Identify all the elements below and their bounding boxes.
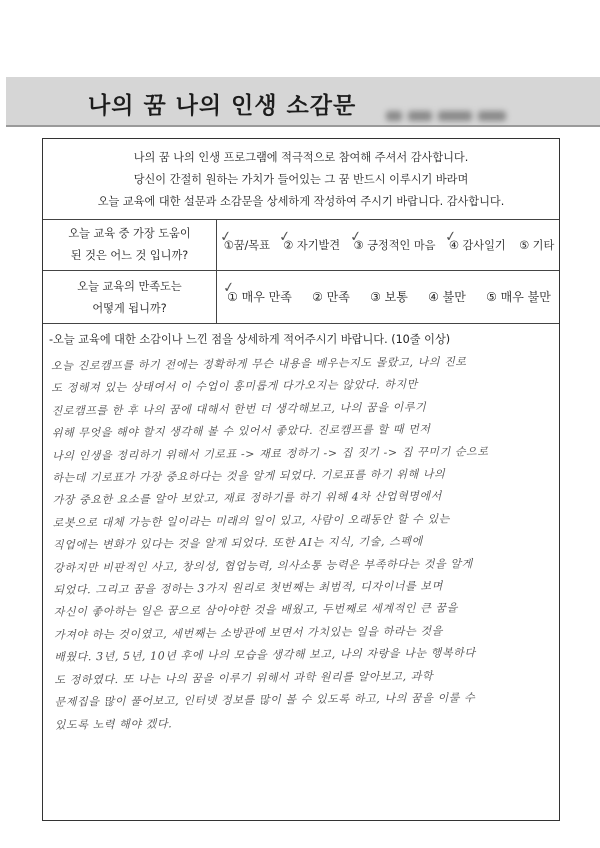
essay-line: 오늘 진로캠프를 하기 전에는 정확하게 무슨 내용을 배우는지도 몰랐고, 나의 진로 (51, 355, 467, 373)
essay-line: 자신이 좋아하는 일은 꿈으로 삼아야한 것을 배웠고, 두번째로 세계적인 큰 꿈을 (53, 601, 459, 620)
essay-line: 위해 무엇을 해야 할지 생각해 볼 수 있어서 좋았다. 진로캠프를 할 때 먼저 (51, 422, 431, 440)
option-label: ③ 긍정적인 마음 (353, 238, 436, 252)
essay-line: 도 정하였다. 또 나는 나의 꿈을 이루기 위해서 과학 원리를 알아보고, 과학 (54, 669, 434, 687)
option-neutral[interactable] (370, 288, 408, 305)
essay-line: 배웠다. 3년, 5년, 10년 후에 나의 모습을 생각해 보고, 나의 자랑을 나눈 행복하다 (54, 646, 476, 664)
checkmark-icon: ✓ (443, 227, 458, 246)
redacted-name (386, 109, 536, 123)
document-title: 나의 꿈 나의 인생 소감문 (88, 93, 357, 119)
question-2-label (43, 276, 216, 320)
intro-line: 나의 꿈 나의 인생 프로그램에 적극적으로 참여해 주셔서 감사합니다. (133, 151, 469, 164)
essay-line: 되었다. 그리고 꿈을 정하는 3가지 원리로 첫번째는 최범적, 디자이너를 보며 (53, 579, 443, 597)
question-1-label (43, 223, 216, 267)
handwritten-essay (51, 350, 555, 736)
divider (43, 323, 559, 324)
option-positive-mind[interactable] (348, 227, 436, 253)
option-label: ④ 불만 (428, 290, 466, 304)
essay-line: 로봇으로 대체 가능한 일이라는 미래의 일이 있고, 사람이 오래동안 할 수 있는 (52, 512, 450, 530)
essay-line: 나의 인생을 정리하기 위해서 기로표 -> 재료 정하기 -> 집 짓기 -> 집 꾸미기 순으로 (51, 444, 489, 463)
checkmark-icon: ✓ (348, 227, 363, 246)
question-label-line: 오늘 교육의 만족도는 (77, 280, 182, 293)
essay-line: 문제집을 많이 풀어보고, 인터넷 정보를 많이 볼 수 있도록 하고, 나의 꿈을 이룰 수 (54, 691, 476, 709)
question-2-options (217, 270, 561, 323)
option-label: ② 만족 (312, 290, 350, 304)
option-label: ⑤ 매우 불만 (486, 290, 551, 304)
option-label: ③ 보통 (370, 290, 408, 304)
option-very-satisfied[interactable] (222, 279, 292, 305)
question-label-line: 어떻게 됩니까? (92, 302, 167, 315)
essay-line: 하는데 기로표가 가장 중요하다는 것을 알게 되었다. 기로표를 하기 위해 나의 (52, 467, 446, 485)
option-label: ①꿈/목표 (223, 238, 270, 252)
intro-text (43, 147, 559, 213)
intro-line: 당신이 간절히 원하는 가치가 들어있는 그 꿈 반드시 이루시기 바라며 (133, 173, 469, 186)
intro-line: 오늘 교육에 대한 설문과 소감문을 상세하게 작성하여 주시기 바랍니다. 감사합니다. (97, 195, 505, 208)
checkmark-icon: ✓ (222, 279, 236, 297)
essay-line: 도 정해져 있는 상태여서 이 수업이 흥미롭게 다가오지는 않았다. 하지만 (51, 378, 418, 396)
question-label-line: 된 것은 어느 것 입니까? (70, 249, 189, 262)
option-gratitude-diary[interactable] (443, 227, 506, 253)
option-satisfied[interactable] (312, 288, 350, 305)
essay-line: 진로캠프를 한 후 나의 꿈에 대해서 한번 더 생각해보고, 나의 꿈을 이루기 (51, 400, 427, 418)
essay-line: 직업에는 변화가 있다는 것을 알게 되었다. 또한 AI는 지식, 기술, 스펙에 (52, 534, 423, 552)
survey-form (42, 138, 560, 821)
checkmark-icon: ✓ (278, 227, 293, 246)
checkmark-icon: ✓ (218, 227, 233, 246)
option-label: ⑤ 기타 (519, 238, 555, 252)
option-goal[interactable] (218, 227, 270, 253)
option-self-discovery[interactable] (278, 227, 341, 253)
essay-line: 가장 중요한 요소를 알아 보았고, 재료 정하기를 하기 위해 4차 산업혁명에서 (52, 489, 443, 508)
option-label: ② 자기발견 (283, 238, 341, 252)
option-other[interactable] (519, 237, 554, 253)
essay-line: 가져야 하는 것이였고, 세번째는 소방관에 보면서 가치있는 일을 하라는 것을 (53, 624, 443, 642)
option-dissatisfied[interactable] (428, 288, 466, 305)
essay-line: 있도록 노력 해야 겠다. (54, 716, 173, 732)
option-very-dissatisfied[interactable] (486, 288, 551, 305)
essay-line: 강하지만 비판적인 사고, 창의성, 협업능력, 의사소통 능력은 부족하다는 것을 알게 (53, 556, 473, 575)
question-label-line: 오늘 교육 중 가장 도움이 (68, 227, 191, 240)
essay-prompt: -오늘 교육에 대한 소감이나 느낀 점을 상세하게 적어주시기 바랍니다. (10줄 이상) (49, 333, 451, 346)
option-label: ① 매우 만족 (227, 290, 292, 304)
question-1-options (217, 219, 561, 270)
option-label: ④ 감사일기 (448, 238, 506, 252)
